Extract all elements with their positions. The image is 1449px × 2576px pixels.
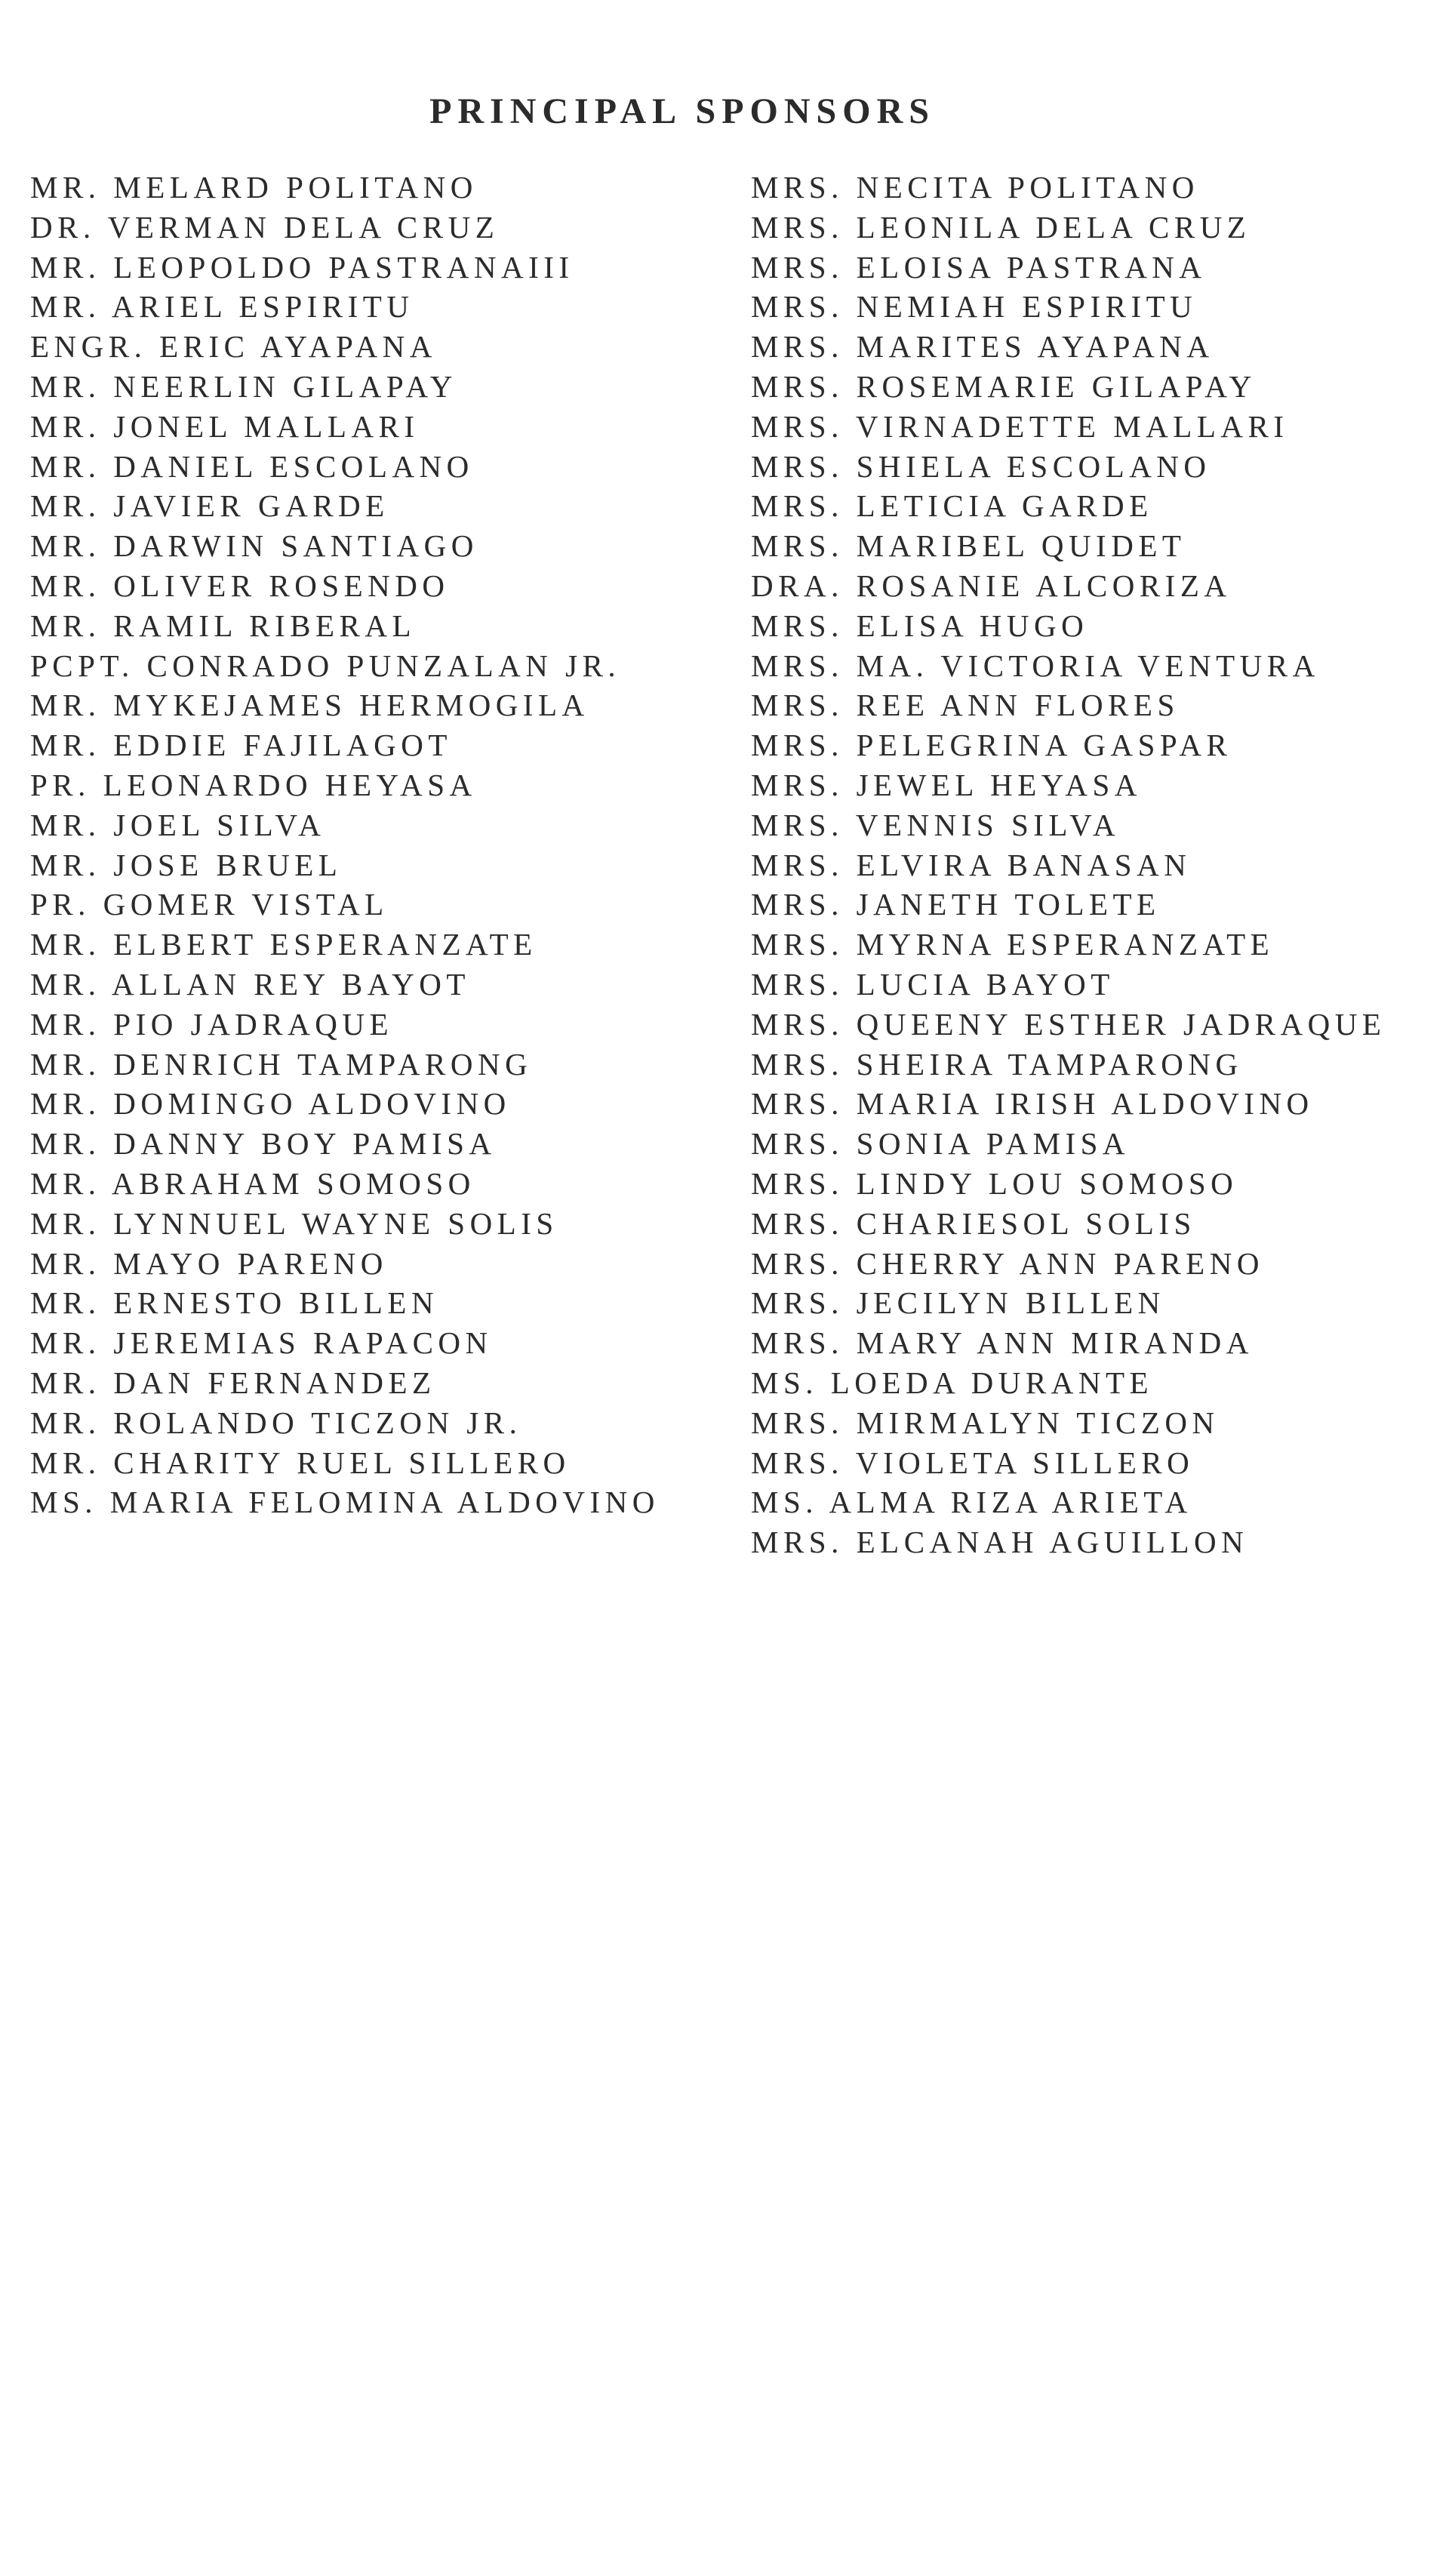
sponsor-name: MRS. ELOISA PASTRANA <box>751 249 1207 285</box>
sponsor-name: MRS. LETICIA GARDE <box>751 488 1153 524</box>
sponsor-name: MRS. PELEGRINA GASPAR <box>751 728 1232 763</box>
sponsor-name: MS. ALMA RIZA ARIETA <box>751 1485 1192 1520</box>
left-sponsor-list <box>30 168 660 1522</box>
sponsor-name: MRS. CHERRY ANN PARENO <box>751 1245 1264 1281</box>
sponsor-name: MRS. MARIBEL QUIDET <box>751 528 1186 564</box>
sponsor-name: MRS. JANETH TOLETE <box>751 887 1161 922</box>
sponsor-name: MR. DANIEL ESCOLANO <box>30 448 474 484</box>
sponsor-name: MRS. ELCANAH AGUILLON <box>751 1525 1249 1560</box>
sponsor-name: MR. PIO JADRAQUE <box>30 1006 394 1042</box>
sponsor-name: MRS. JEWEL HEYASA <box>751 767 1142 802</box>
sponsor-name: MRS. JECILYN BILLEN <box>751 1285 1165 1321</box>
sponsor-name: PR. LEONARDO HEYASA <box>30 767 477 802</box>
sponsor-name: MR. ALLAN REY BAYOT <box>30 966 470 1002</box>
sponsor-name: MR. DARWIN SANTIAGO <box>30 528 478 564</box>
sponsor-name: MRS. MARIA IRISH ALDOVINO <box>751 1086 1314 1122</box>
sponsor-name: MRS. NECITA POLITANO <box>751 170 1199 205</box>
sponsor-name: MRS. LEONILA DELA CRUZ <box>751 209 1251 245</box>
sponsor-name: MR. DOMINGO ALDOVINO <box>30 1086 511 1122</box>
sponsor-name: MR. EDDIE FAJILAGOT <box>30 728 452 763</box>
sponsor-name: MR. NEERLIN GILAPAY <box>30 368 457 404</box>
sponsor-name: MRS. CHARIESOL SOLIS <box>751 1205 1196 1241</box>
sponsor-name: MR. JONEL MALLARI <box>30 408 420 444</box>
page-title: PRINCIPAL SPONSORS <box>429 91 935 131</box>
sponsor-name: MR. MELARD POLITANO <box>30 170 478 205</box>
sponsor-name: MR. JOEL SILVA <box>30 807 326 842</box>
sponsor-name: MRS. ELVIRA BANASAN <box>751 847 1192 882</box>
sponsor-name: MR. MYKEJAMES HERMOGILA <box>30 688 589 723</box>
sponsor-name: MR. JOSE BRUEL <box>30 847 343 882</box>
sponsor-name: MRS. MARY ANN MIRANDA <box>751 1325 1254 1361</box>
sponsor-name: MRS. LINDY LOU SOMOSO <box>751 1165 1238 1201</box>
sponsor-name: MR. ELBERT ESPERANZATE <box>30 927 537 962</box>
sponsor-name: MRS. MIRMALYN TICZON <box>751 1405 1220 1440</box>
sponsor-name: MR. DENRICH TAMPARONG <box>30 1046 533 1082</box>
sponsor-name: MR. LEOPOLDO PASTRANAIII <box>30 249 574 285</box>
sponsor-name: MRS. ROSEMARIE GILAPAY <box>751 368 1257 404</box>
sponsor-name: MR. CHARITY RUEL SILLERO <box>30 1445 571 1480</box>
sponsor-name: MRS. SHIELA ESCOLANO <box>751 448 1211 484</box>
sponsor-name: MR. ROLANDO TICZON JR. <box>30 1405 522 1440</box>
sponsor-name: MRS. REE ANN FLORES <box>751 688 1180 723</box>
sponsor-name: MRS. SHEIRA TAMPARONG <box>751 1046 1243 1082</box>
sponsor-name: MR. DAN FERNANDEZ <box>30 1365 436 1400</box>
sponsor-name: MRS. MA. VICTORIA VENTURA <box>751 648 1320 683</box>
sponsor-name: MRS. MYRNA ESPERANZATE <box>751 927 1275 962</box>
sponsor-name: MRS. VIRNADETTE MALLARI <box>751 408 1289 444</box>
sponsor-name: MR. DANNY BOY PAMISA <box>30 1126 497 1162</box>
sponsor-name: MRS. VENNIS SILVA <box>751 807 1121 842</box>
sponsor-name: MRS. ELISA HUGO <box>751 608 1089 643</box>
sponsor-name: MR. ERNESTO BILLEN <box>30 1285 439 1321</box>
sponsor-name: PR. GOMER VISTAL <box>30 887 389 922</box>
sponsor-name: ENGR. ERIC AYAPANA <box>30 329 437 365</box>
sponsor-name: DR. VERMAN DELA CRUZ <box>30 209 500 245</box>
sponsor-name: MR. MAYO PARENO <box>30 1245 388 1281</box>
sponsor-name: MRS. NEMIAH ESPIRITU <box>751 289 1198 325</box>
sponsor-name: MR. JEREMIAS RAPACON <box>30 1325 493 1361</box>
sponsor-name: MR. RAMIL RIBERAL <box>30 608 417 643</box>
sponsor-name: MR. LYNNUEL WAYNE SOLIS <box>30 1205 558 1241</box>
sponsor-name: MR. ARIEL ESPIRITU <box>30 289 414 325</box>
sponsor-name: MR. JAVIER GARDE <box>30 488 389 524</box>
sponsor-name: MRS. MARITES AYAPANA <box>751 329 1214 365</box>
sponsor-name: MS. MARIA FELOMINA ALDOVINO <box>30 1485 660 1520</box>
sponsor-name: MRS. SONIA PAMISA <box>751 1126 1131 1162</box>
sponsor-name: MRS. VIOLETA SILLERO <box>751 1445 1195 1480</box>
sponsor-name: MR. OLIVER ROSENDO <box>30 568 450 603</box>
right-sponsor-list <box>751 168 1386 1562</box>
sponsor-name: MS. LOEDA DURANTE <box>751 1365 1154 1400</box>
sponsor-name: MR. ABRAHAM SOMOSO <box>30 1165 475 1201</box>
sponsor-name: DRA. ROSANIE ALCORIZA <box>751 568 1232 603</box>
sponsor-name: MRS. QUEENY ESTHER JADRAQUE <box>751 1006 1386 1042</box>
sponsor-name: PCPT. CONRADO PUNZALAN JR. <box>30 648 621 683</box>
sponsor-name: MRS. LUCIA BAYOT <box>751 966 1115 1002</box>
